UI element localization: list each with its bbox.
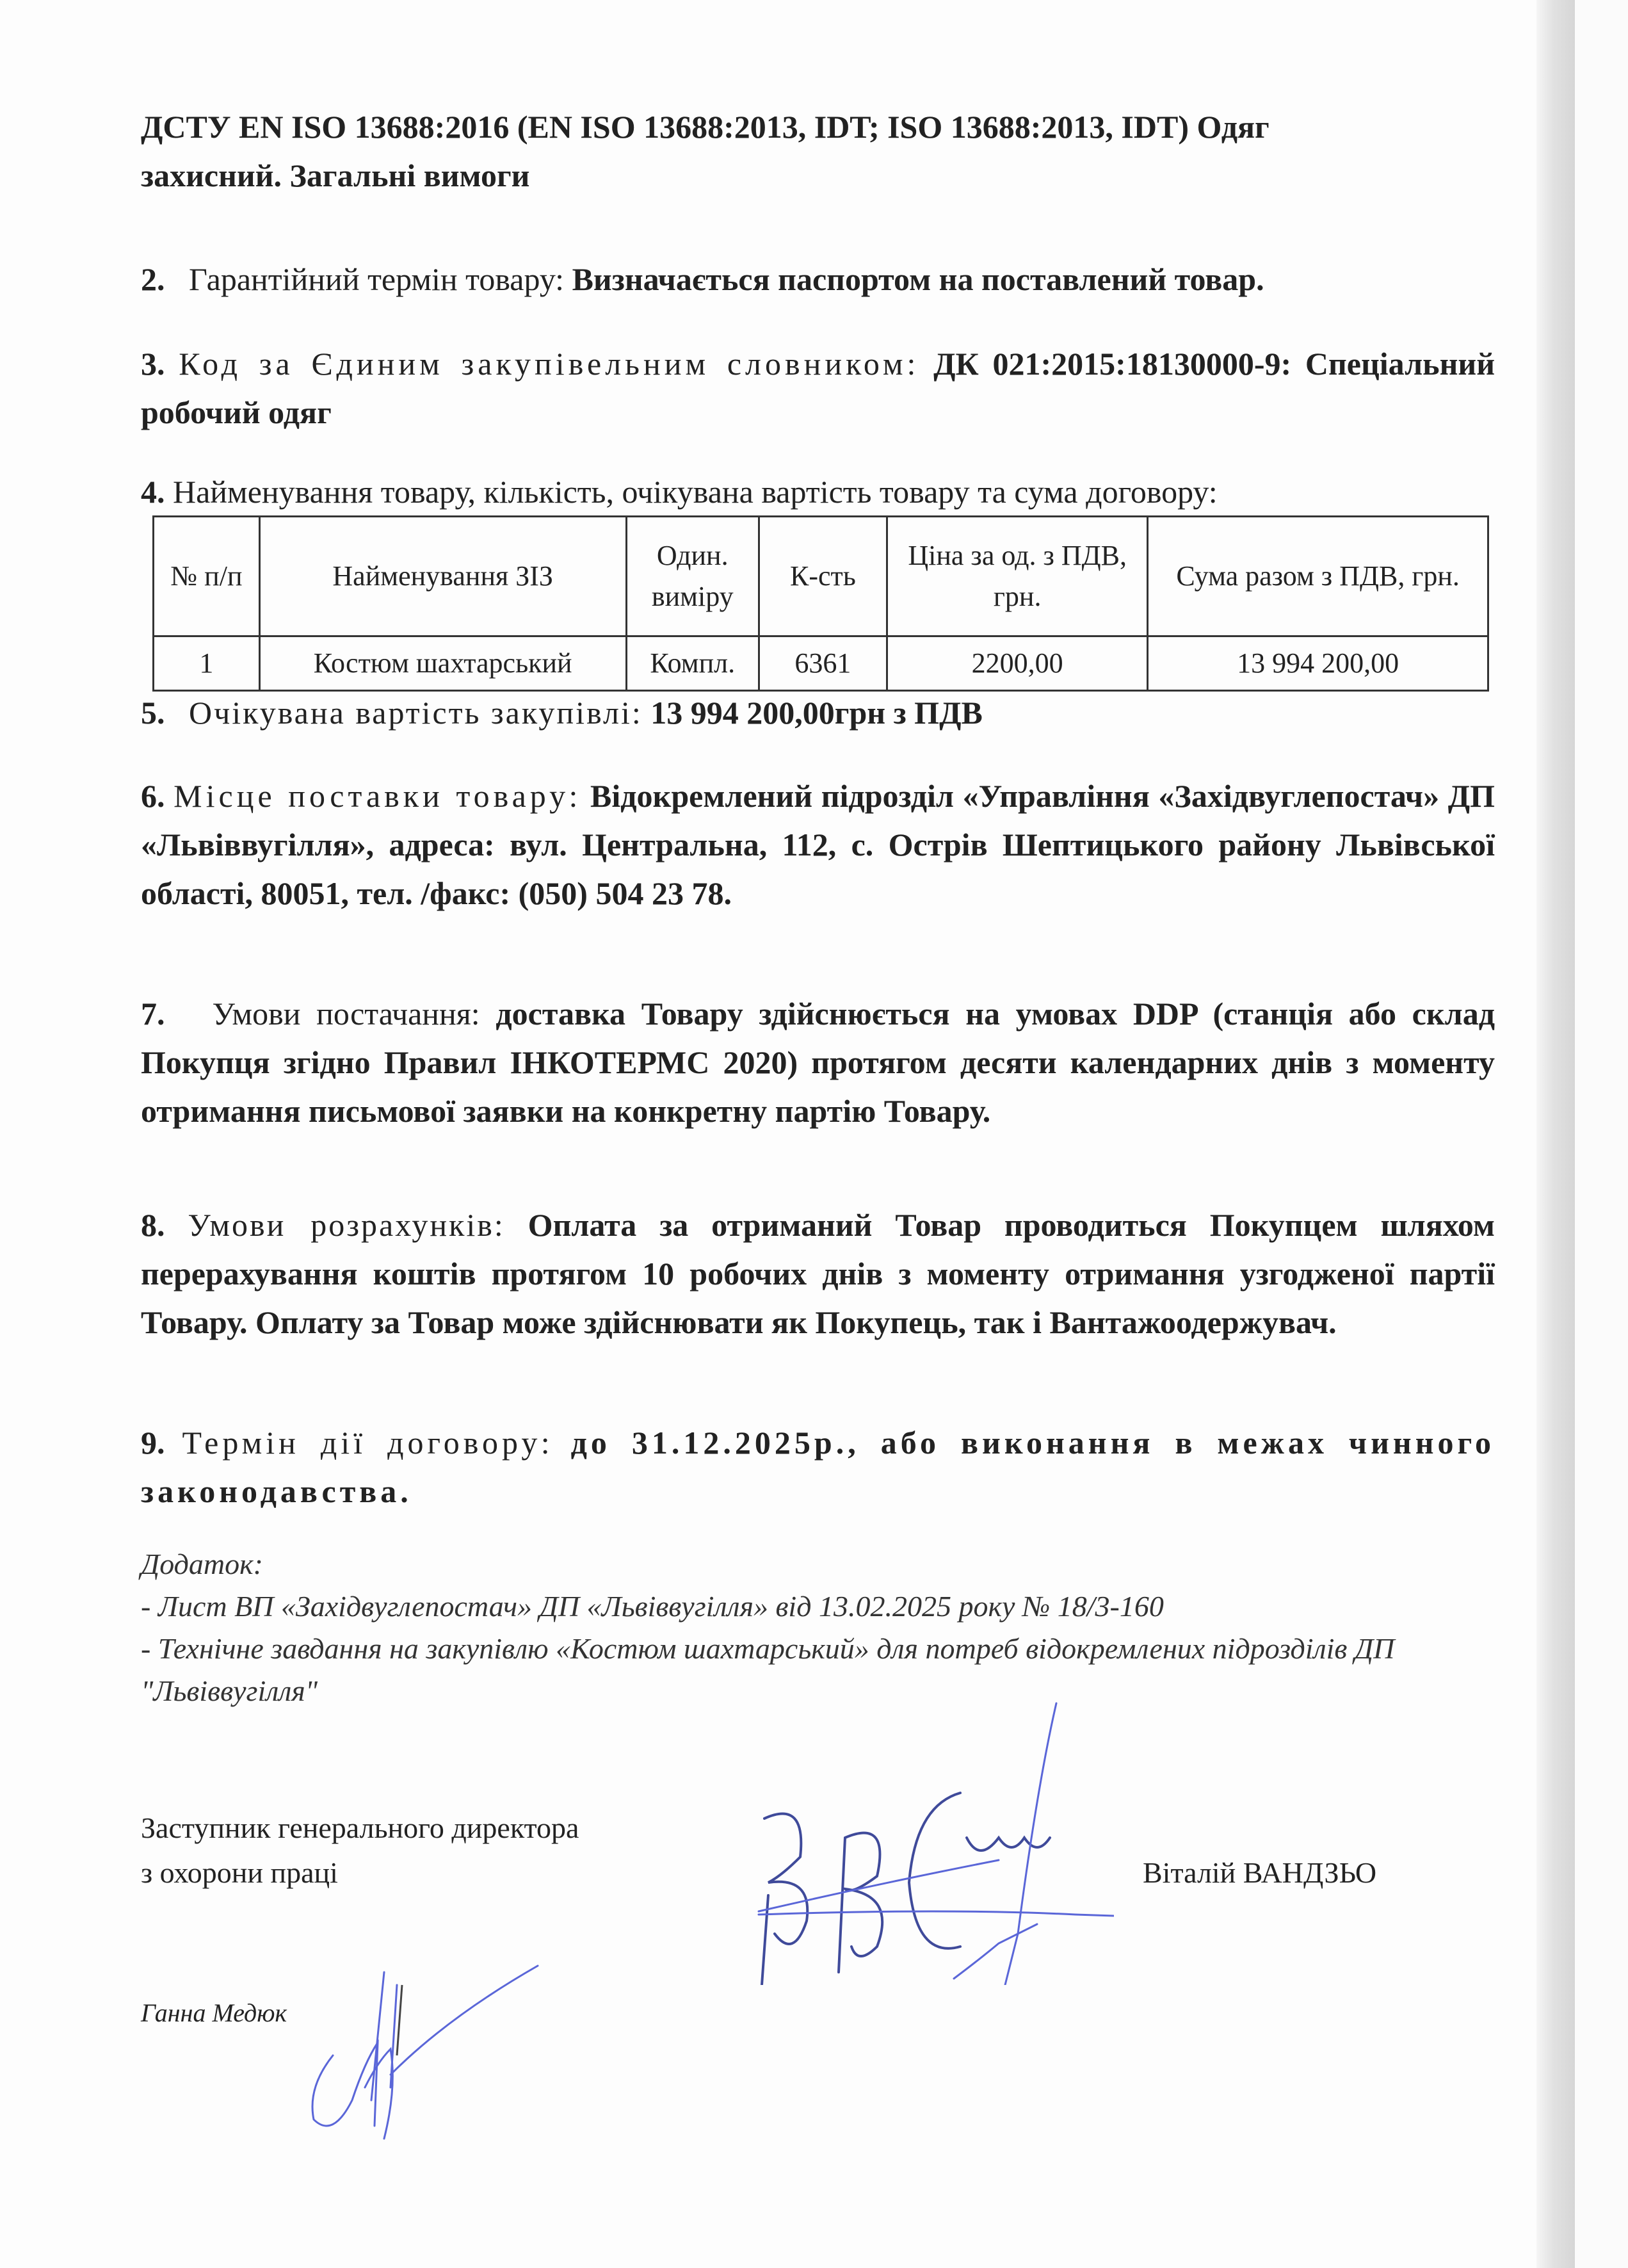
appendix-item: - Технічне завдання на закупівлю «Костюм шахтарський» для потреб відокремлених підрозділів ДП "Львіввугілля" [141, 1632, 1395, 1707]
section-label: Очікувана вартість закупівлі: [189, 695, 643, 731]
section-label: Код за Єдиним закупівельним словником: [179, 346, 920, 382]
section-number: 3. [141, 346, 165, 382]
section-number: 4. [141, 474, 165, 510]
position-line-2: з охорони праці [141, 1856, 338, 1889]
section-7 [141, 989, 1495, 1135]
header-price: Ціна за од. з ПДВ, грн. [887, 517, 1148, 636]
position-line-1: Заступник генерального директора [141, 1811, 579, 1844]
section-value: Оплата за отриманий Товар проводиться Покупцем шляхом перерахування коштів протягом 10 робочих днів з моменту отримання узгодженої партії Товару. Оплату за Товар може здійснювати як Покупець, так і Вантажоодержувач. [141, 1207, 1495, 1340]
appendix [141, 1543, 1495, 1712]
standard-reference [141, 102, 1495, 200]
header-qty: К-сть [759, 517, 887, 636]
table-row [154, 636, 1488, 691]
section-number: 6. [141, 778, 165, 814]
scan-shadow-strip [1536, 0, 1575, 2268]
cell-total: 13 994 200,00 [1148, 636, 1488, 691]
director-signature-icon [755, 1690, 1114, 1985]
cell-qty: 6361 [759, 636, 887, 691]
section-value: до 31.12.2025р., або виконання в межах чинного законодавства. [141, 1425, 1495, 1509]
section-9 [141, 1418, 1495, 1516]
section-value: Відокремлений підрозділ «Управління «Західвуглепостач» ДП «Львіввугілля», адреса: вул. Центральна, 112, с. Острів Шептицького району Львівської області, 80051, тел. /факс: (050) 504 23 78. [141, 778, 1495, 911]
section-label: Гарантійний термін товару: [189, 261, 565, 297]
executor-signature-icon [307, 1959, 551, 2151]
section-label: Термін дії договору: [182, 1425, 554, 1461]
section-value: Визначається паспортом на поставлений товар. [572, 261, 1264, 297]
cell-price: 2200,00 [887, 636, 1148, 691]
section-8 [141, 1201, 1495, 1347]
header-no: № п/п [154, 517, 260, 636]
section-label: Найменування товару, кількість, очікувана вартість товару та сума договору: [173, 474, 1218, 510]
section-value: 13 994 200,00грн з ПДВ [650, 695, 983, 731]
header-unit: Один. виміру [626, 517, 759, 636]
header-total: Сума разом з ПДВ, грн. [1148, 517, 1488, 636]
section-number: 9. [141, 1425, 165, 1461]
signatory-name: Віталій ВАНДЗЬО [1143, 1856, 1377, 1889]
section-label: Умови розрахунків: [188, 1207, 505, 1243]
appendix-title: Додаток: [141, 1548, 263, 1580]
goods-table [152, 515, 1489, 692]
section-label: Умови постачання: [212, 996, 480, 1032]
cell-unit: Компл. [626, 636, 759, 691]
standard-line-2: захисний. Загальні вимоги [141, 158, 530, 193]
section-value: доставка Товару здійснюється на умовах DDP (станція або склад Покупця згідно Правил ІНКОТЕРМС 2020) протягом десяти календарних днів з моменту отримання письмової заявки на конкретну партію Товару. [141, 996, 1495, 1129]
section-6 [141, 772, 1495, 918]
standard-line-1: ДСТУ EN ISO 13688:2016 (EN ISO 13688:2013, IDT; ISO 13688:2013, IDT) Одяг [141, 109, 1269, 145]
cell-name: Костюм шахтарський [259, 636, 626, 691]
appendix-item: - Лист ВП «Західвуглепостач» ДП «Львіввугілля» від 13.02.2025 року № 18/3-160 [141, 1590, 1164, 1623]
section-4 [141, 467, 1495, 516]
scan-edge [1575, 0, 1628, 2268]
section-number: 2. [141, 261, 165, 297]
header-name: Найменування ЗІЗ [259, 517, 626, 636]
section-label: Місце поставки товару: [173, 778, 582, 814]
section-3 [141, 339, 1495, 437]
section-2 [141, 255, 1495, 304]
table-header-row [154, 517, 1488, 636]
section-number: 8. [141, 1207, 165, 1243]
section-number: 5. [141, 695, 165, 731]
section-value: ДК 021:2015:18130000-9: Спеціальний робочий одяг [141, 346, 1495, 430]
section-number: 7. [141, 996, 165, 1032]
cell-no: 1 [154, 636, 260, 691]
section-5 [141, 688, 1495, 737]
executor-name: Ганна Медюк [141, 1998, 287, 2027]
